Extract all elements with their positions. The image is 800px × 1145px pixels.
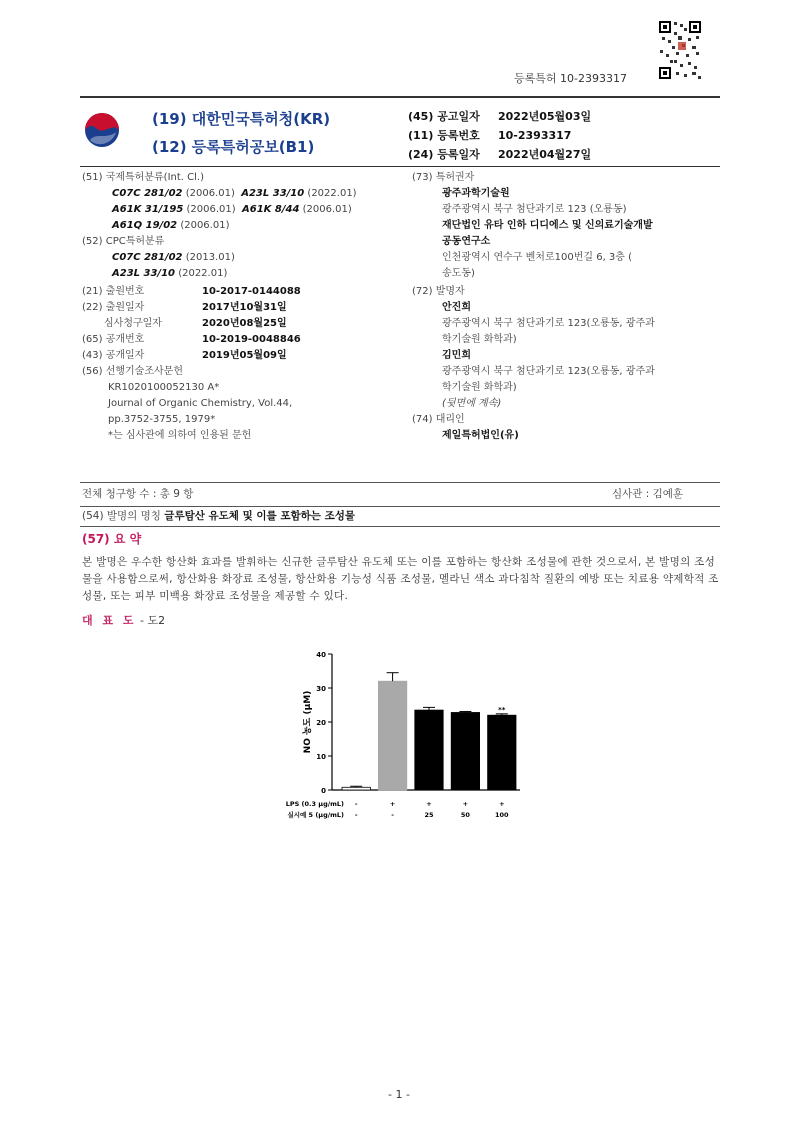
inventor-address: 광주광역시 북구 첨단과기로 123(오룡동, 광주과 [442, 366, 655, 377]
pub-info-row [408, 108, 591, 124]
cpc-date: (2013.01) [185, 252, 235, 263]
registration-number: 등록특허 10-2393317 [514, 72, 627, 85]
field-label: (65) 공개번호 [82, 334, 145, 345]
ipc-date: (2006.01) [186, 204, 236, 215]
cpc-row [82, 266, 402, 282]
agent-name: 제일특허법인(유) [442, 430, 519, 441]
owner-name-cont: 공동연구소 [442, 236, 491, 247]
cpc-label: (52) CPC특허분류 [82, 236, 165, 247]
row-value-label: 25 [424, 811, 434, 819]
prior-art-item: KR1020100052130 A* [108, 382, 220, 393]
header-bottom-rule [80, 166, 720, 167]
field-label: 심사청구일자 [104, 318, 162, 329]
field-row [82, 332, 402, 348]
y-tick-label: 20 [316, 719, 326, 727]
ipc-code: A61K 31/195 [112, 204, 184, 215]
inventor-name: 안진희 [442, 302, 471, 313]
bar [378, 681, 406, 790]
kipo-logo-icon [82, 110, 122, 150]
bar [415, 710, 443, 790]
y-tick-label: 10 [316, 753, 326, 761]
ipc-row [82, 218, 402, 234]
rule [80, 482, 720, 483]
field-label: (43) 공개일자 [82, 350, 145, 361]
page-number: - 1 - [388, 1088, 410, 1101]
y-tick-label: 0 [321, 787, 326, 795]
row-label: 실시예 5 (μg/mL) [287, 811, 344, 819]
row-value-label: - [354, 811, 358, 819]
publication-type: (12) 등록특허공보(B1) [152, 138, 315, 156]
row-value-label: + [389, 800, 396, 808]
significance-label: ** [498, 705, 506, 714]
representative-label: 대 표 도 [82, 614, 137, 627]
inventor-address: 광주광역시 북구 첨단과기로 123(오룡동, 광주과 [442, 318, 655, 329]
inventor-name: 김민희 [442, 350, 471, 361]
owner-name: 재단법인 유타 인하 디디에스 및 신의료기술개발 [442, 220, 653, 231]
abstract-text: 본 발명은 우수한 항산화 효과를 발휘하는 신규한 글루탐산 유도체 또는 이를 포함하는 항산화 조성물에 관한 것으로서, 본 발명의 조성물을 사용함으로써, 항산화용 화장료 조성물, 항산화용 기능성 식품 조성물, 멜라닌 색소 과다침착 질환의 예방 또는 치료용 약제학적 조성물, 또는 피부 미백용 화장료 조성물을 제공할 수 있다. [82, 556, 719, 602]
pub-info-label: (11) 등록번호 [408, 129, 480, 142]
row-value-label: + [426, 800, 432, 808]
y-axis-label: NO 농도 (μM) [303, 690, 313, 754]
row-value-label: + [499, 800, 505, 808]
field-value: 2019년05월09일 [202, 350, 287, 361]
qr-code-icon [658, 20, 702, 80]
inventor-label: (72) 발명자 [412, 286, 465, 297]
owner-address: 인천광역시 연수구 벤처로100번길 6, 3층 ( [442, 252, 633, 263]
pub-info-label: (45) 공고일자 [408, 110, 480, 123]
field-value: 10-2019-0048846 [202, 334, 301, 345]
inventor-address: 학기술원 화학과) [442, 334, 517, 345]
ipc-date: (2006.01) [302, 204, 352, 215]
prior-art-item: Journal of Organic Chemistry, Vol.44, [108, 398, 293, 409]
pub-info-value: 2022년05월03일 [498, 110, 592, 123]
field-row [82, 316, 402, 332]
cpc-row [82, 250, 402, 266]
representative-value: - 도2 [140, 614, 166, 627]
field-row [82, 300, 402, 316]
ipc-code: C07C 281/02 [112, 188, 183, 199]
pub-info-row [408, 146, 591, 162]
agent-label: (74) 대리인 [412, 414, 465, 425]
abstract-title: (57) 요 약 [82, 532, 142, 546]
office-name: (19) 대한민국특허청(KR) [152, 110, 331, 128]
ipc-date: (2006.01) [180, 220, 230, 231]
field-value: 2017년10월31일 [202, 302, 287, 313]
y-tick-label: 40 [316, 651, 326, 659]
ipc-label: (51) 국제특허분류(Int. Cl.) [82, 172, 204, 183]
ipc-code: A23L 33/10 [241, 188, 305, 199]
invention-title: 글루탐산 유도체 및 이를 포함하는 조성물 [164, 510, 356, 522]
ipc-row [82, 202, 402, 218]
bibliographic-right [412, 170, 722, 444]
invention-title-row [82, 508, 355, 524]
ipc-date: (2022.01) [307, 188, 357, 199]
row-value-label: 50 [460, 811, 470, 819]
field-row [82, 348, 402, 364]
representative-figure [82, 612, 165, 628]
no-concentration-chart [280, 640, 540, 830]
field-value: 10-2017-0144088 [202, 286, 301, 297]
pub-info-label: (24) 등록일자 [408, 148, 480, 161]
cpc-code: C07C 281/02 [112, 252, 183, 263]
inventor-address: 학기술원 화학과) [442, 382, 517, 393]
prior-art-note: *는 심사관에 의하여 인용된 문헌 [108, 430, 252, 441]
row-value-label: - [354, 800, 358, 808]
rule [80, 506, 720, 507]
cpc-code: A23L 33/10 [112, 268, 175, 279]
owner-address: 광주광역시 북구 첨단과기로 123 (오룡동) [442, 204, 627, 215]
row-label: LPS (0.3 μg/mL) [285, 800, 344, 808]
prior-art-label: (56) 선행기술조사문헌 [82, 366, 183, 377]
field-row [82, 284, 402, 300]
claims-count: 전체 청구항 수 : 총 9 항 [82, 488, 194, 500]
field-label: (22) 출원일자 [82, 302, 145, 313]
bibliographic-left [82, 170, 402, 444]
invention-title-label: (54) 발명의 명칭 [82, 510, 161, 522]
pub-info-value: 10-2393317 [498, 129, 572, 142]
y-tick-label: 30 [316, 685, 326, 693]
prior-art-item: pp.3752-3755, 1979* [108, 414, 216, 425]
field-value: 2020년08월25일 [202, 318, 287, 329]
rule [80, 526, 720, 527]
pub-info-row [408, 127, 571, 143]
ipc-code: A61K 8/44 [242, 204, 300, 215]
field-label: (21) 출원번호 [82, 286, 145, 297]
row-value-label: + [462, 800, 469, 808]
ipc-code: A61Q 19/02 [112, 220, 178, 231]
bar [342, 787, 370, 790]
cpc-date: (2022.01) [178, 268, 228, 279]
examiner: 심사관 : 김예훈 [612, 488, 684, 500]
continued-note: (뒷면에 계속) [442, 398, 502, 409]
row-value-label: 100 [495, 811, 509, 819]
owner-name: 광주과학기술원 [442, 188, 510, 199]
ipc-row [82, 186, 402, 202]
owner-label: (73) 특허권자 [412, 172, 475, 183]
bar [488, 715, 516, 790]
row-value-label: - [391, 811, 394, 819]
ipc-date: (2006.01) [185, 188, 235, 199]
header-top-rule [80, 96, 720, 98]
bar [451, 712, 479, 790]
owner-address: 송도동) [442, 268, 475, 279]
pub-info-value: 2022년04월27일 [498, 148, 592, 161]
